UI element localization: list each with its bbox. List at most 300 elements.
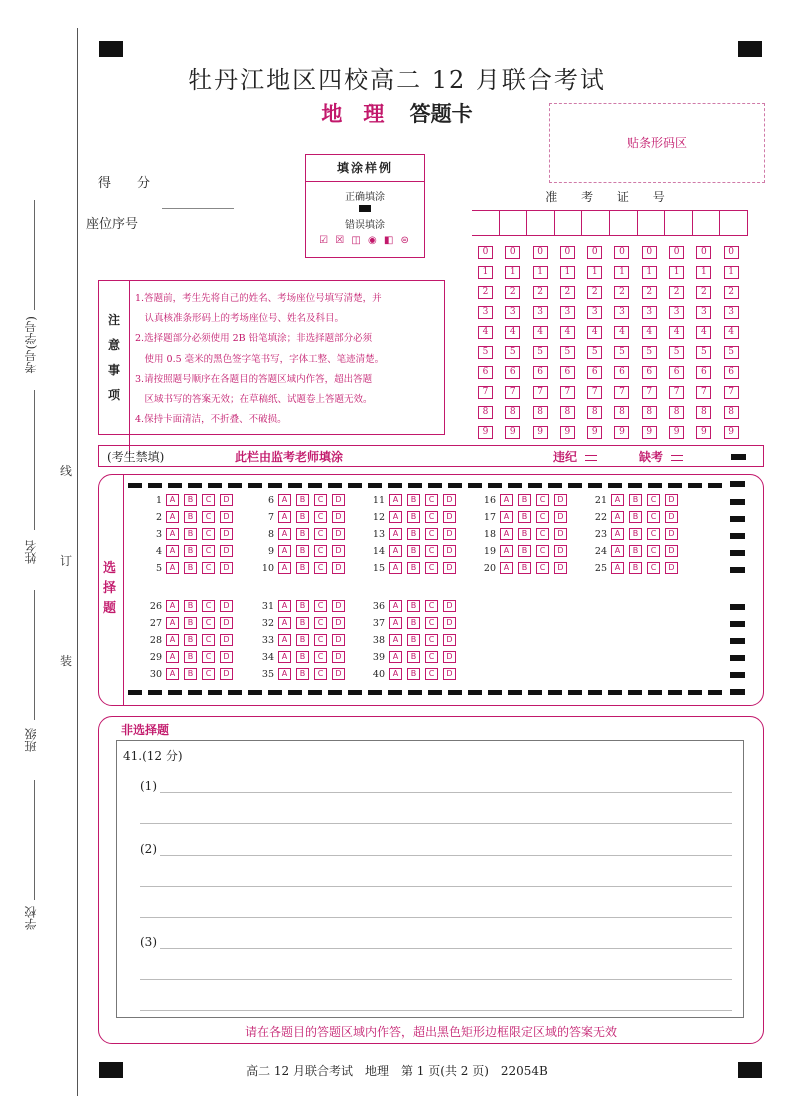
- digit-bubble[interactable]: 5: [478, 346, 493, 359]
- option-bubble-d[interactable]: D: [332, 600, 345, 612]
- option-bubble-b[interactable]: B: [296, 494, 309, 506]
- option-bubble-c[interactable]: C: [647, 562, 660, 574]
- digit-bubble[interactable]: 2: [669, 286, 684, 299]
- option-bubble-a[interactable]: A: [278, 545, 291, 557]
- digit-bubble[interactable]: 7: [669, 386, 684, 399]
- option-bubble-a[interactable]: A: [611, 528, 624, 540]
- option-bubble-a[interactable]: A: [611, 511, 624, 523]
- option-bubble-b[interactable]: B: [296, 528, 309, 540]
- option-bubble-a[interactable]: A: [278, 511, 291, 523]
- option-bubble-b[interactable]: B: [296, 545, 309, 557]
- digit-bubble[interactable]: 1: [614, 266, 629, 279]
- digit-bubble[interactable]: 7: [560, 386, 575, 399]
- option-bubble-a[interactable]: A: [389, 651, 402, 663]
- option-bubble-c[interactable]: C: [202, 528, 215, 540]
- digit-bubble[interactable]: 8: [614, 406, 629, 419]
- admission-cell[interactable]: [720, 211, 748, 235]
- option-bubble-a[interactable]: A: [611, 545, 624, 557]
- digit-bubble[interactable]: 2: [614, 286, 629, 299]
- option-bubble-c[interactable]: C: [202, 617, 215, 629]
- digit-bubble[interactable]: 3: [724, 306, 739, 319]
- option-bubble-d[interactable]: D: [332, 651, 345, 663]
- digit-bubble[interactable]: 9: [505, 426, 520, 439]
- digit-bubble[interactable]: 3: [614, 306, 629, 319]
- digit-bubble[interactable]: 3: [696, 306, 711, 319]
- digit-bubble[interactable]: 9: [587, 426, 602, 439]
- option-bubble-a[interactable]: A: [389, 668, 402, 680]
- option-bubble-d[interactable]: D: [220, 668, 233, 680]
- digit-bubble[interactable]: 3: [533, 306, 548, 319]
- option-bubble-c[interactable]: C: [202, 668, 215, 680]
- option-bubble-c[interactable]: C: [314, 494, 327, 506]
- option-bubble-a[interactable]: A: [611, 562, 624, 574]
- question-40: [363, 668, 461, 680]
- option-bubble-a[interactable]: A: [278, 651, 291, 663]
- digit-bubble[interactable]: 8: [696, 406, 711, 419]
- option-bubble-b[interactable]: B: [407, 562, 420, 574]
- option-bubble-d[interactable]: D: [332, 545, 345, 557]
- question-number: 35: [261, 668, 274, 680]
- option-bubble-d[interactable]: D: [443, 617, 456, 629]
- option-bubble-b[interactable]: B: [629, 545, 642, 557]
- digit-bubble[interactable]: 3: [642, 306, 657, 319]
- option-bubble-d[interactable]: D: [332, 494, 345, 506]
- digit-bubble[interactable]: 1: [560, 266, 575, 279]
- option-bubble-c[interactable]: C: [314, 545, 327, 557]
- option-bubble-c[interactable]: C: [536, 494, 549, 506]
- digit-bubble[interactable]: 5: [560, 346, 575, 359]
- option-bubble-c[interactable]: C: [314, 511, 327, 523]
- option-bubble-b[interactable]: B: [518, 511, 531, 523]
- option-bubble-d[interactable]: D: [443, 528, 456, 540]
- option-bubble-d[interactable]: D: [220, 617, 233, 629]
- digit-bubble[interactable]: 5: [642, 346, 657, 359]
- option-bubble-b[interactable]: B: [296, 617, 309, 629]
- answer-line[interactable]: [140, 886, 732, 887]
- option-bubble-a[interactable]: A: [278, 494, 291, 506]
- option-bubble-c[interactable]: C: [425, 528, 438, 540]
- option-bubble-b[interactable]: B: [407, 634, 420, 646]
- option-bubble-b[interactable]: B: [296, 511, 309, 523]
- option-bubble-c[interactable]: C: [314, 668, 327, 680]
- option-bubble-b[interactable]: B: [629, 494, 642, 506]
- option-bubble-b[interactable]: B: [407, 511, 420, 523]
- question-number: 32: [261, 617, 274, 629]
- answer-line[interactable]: [160, 948, 732, 949]
- digit-bubble[interactable]: 7: [505, 386, 520, 399]
- option-bubble-b[interactable]: B: [296, 634, 309, 646]
- digit-bubble[interactable]: 0: [669, 246, 684, 259]
- option-bubble-c[interactable]: C: [647, 511, 660, 523]
- subject-name: 地 理: [321, 102, 385, 126]
- option-bubble-c[interactable]: C: [647, 494, 660, 506]
- option-bubble-b[interactable]: B: [518, 528, 531, 540]
- option-bubble-b[interactable]: B: [184, 562, 197, 574]
- option-bubble-b[interactable]: B: [184, 617, 197, 629]
- option-bubble-a[interactable]: A: [611, 494, 624, 506]
- option-bubble-d[interactable]: D: [443, 651, 456, 663]
- digit-bubble[interactable]: 0: [642, 246, 657, 259]
- digit-bubble[interactable]: 9: [614, 426, 629, 439]
- digit-bubble[interactable]: 5: [505, 346, 520, 359]
- digit-bubble[interactable]: 6: [642, 366, 657, 379]
- option-bubble-d[interactable]: D: [443, 545, 456, 557]
- digit-bubble[interactable]: 0: [505, 246, 520, 259]
- option-bubble-a[interactable]: A: [500, 562, 513, 574]
- digit-bubble[interactable]: 2: [724, 286, 739, 299]
- question-number: 39: [372, 651, 385, 663]
- digit-bubble[interactable]: 2: [560, 286, 575, 299]
- option-bubble-d[interactable]: D: [443, 562, 456, 574]
- digit-bubble[interactable]: 5: [669, 346, 684, 359]
- digit-bubble[interactable]: 1: [669, 266, 684, 279]
- digit-bubble[interactable]: 1: [642, 266, 657, 279]
- digit-bubble[interactable]: 7: [478, 386, 493, 399]
- option-bubble-d[interactable]: D: [665, 528, 678, 540]
- digit-bubble[interactable]: 4: [587, 326, 602, 339]
- digit-bubble[interactable]: 9: [533, 426, 548, 439]
- question-3: [140, 528, 238, 540]
- digit-bubble[interactable]: 8: [724, 406, 739, 419]
- digit-bubble[interactable]: 7: [587, 386, 602, 399]
- digit-bubble[interactable]: 4: [669, 326, 684, 339]
- digit-bubble[interactable]: 6: [614, 366, 629, 379]
- option-bubble-c[interactable]: C: [536, 562, 549, 574]
- option-bubble-d[interactable]: D: [443, 634, 456, 646]
- option-bubble-b[interactable]: B: [184, 668, 197, 680]
- option-bubble-c[interactable]: C: [314, 651, 327, 663]
- option-bubble-c[interactable]: C: [314, 634, 327, 646]
- option-bubble-d[interactable]: D: [220, 545, 233, 557]
- option-bubble-c[interactable]: C: [202, 562, 215, 574]
- digit-bubble[interactable]: 8: [478, 406, 493, 419]
- option-bubble-a[interactable]: A: [166, 511, 179, 523]
- option-bubble-d[interactable]: D: [332, 668, 345, 680]
- option-bubble-d[interactable]: D: [220, 528, 233, 540]
- option-bubble-d[interactable]: D: [220, 651, 233, 663]
- question-number: 11: [372, 494, 385, 506]
- option-bubble-a[interactable]: A: [166, 668, 179, 680]
- digit-bubble[interactable]: 6: [669, 366, 684, 379]
- digit-bubble[interactable]: 0: [533, 246, 548, 259]
- option-bubble-c[interactable]: C: [202, 545, 215, 557]
- digit-bubble[interactable]: 4: [478, 326, 493, 339]
- digit-bubble[interactable]: 1: [724, 266, 739, 279]
- digit-bubble[interactable]: 6: [505, 366, 520, 379]
- digit-bubble[interactable]: 4: [696, 326, 711, 339]
- digit-bubble[interactable]: 4: [560, 326, 575, 339]
- digit-bubble[interactable]: 9: [478, 426, 493, 439]
- digit-bubble[interactable]: 1: [505, 266, 520, 279]
- answer-line[interactable]: [140, 823, 732, 824]
- option-bubble-d[interactable]: D: [220, 634, 233, 646]
- option-bubble-b[interactable]: B: [407, 494, 420, 506]
- answer-line[interactable]: [140, 917, 732, 918]
- option-bubble-a[interactable]: A: [500, 511, 513, 523]
- digit-bubble[interactable]: 2: [642, 286, 657, 299]
- digit-bubble[interactable]: 6: [724, 366, 739, 379]
- option-bubble-c[interactable]: C: [425, 651, 438, 663]
- admission-cell[interactable]: [555, 211, 583, 235]
- option-bubble-a[interactable]: A: [166, 494, 179, 506]
- digit-bubble[interactable]: 0: [478, 246, 493, 259]
- digit-bubble[interactable]: 1: [478, 266, 493, 279]
- digit-bubble[interactable]: 3: [560, 306, 575, 319]
- admission-cell[interactable]: [638, 211, 666, 235]
- option-bubble-d[interactable]: D: [443, 600, 456, 612]
- digit-bubble[interactable]: 5: [696, 346, 711, 359]
- digit-bubble[interactable]: 5: [614, 346, 629, 359]
- question-number: 14: [372, 545, 385, 557]
- option-bubble-d[interactable]: D: [554, 562, 567, 574]
- digit-bubble[interactable]: 8: [505, 406, 520, 419]
- option-bubble-d[interactable]: D: [665, 511, 678, 523]
- admission-cell[interactable]: [582, 211, 610, 235]
- digit-bubble[interactable]: 9: [669, 426, 684, 439]
- option-bubble-b[interactable]: B: [407, 668, 420, 680]
- option-bubble-c[interactable]: C: [536, 511, 549, 523]
- digit-bubble[interactable]: 6: [587, 366, 602, 379]
- side-underline: [34, 390, 35, 530]
- option-bubble-b[interactable]: B: [184, 511, 197, 523]
- admission-cell[interactable]: [665, 211, 693, 235]
- digit-bubble[interactable]: 6: [533, 366, 548, 379]
- option-bubble-c[interactable]: C: [647, 545, 660, 557]
- option-bubble-b[interactable]: B: [184, 634, 197, 646]
- option-bubble-c[interactable]: C: [425, 668, 438, 680]
- answer-line[interactable]: [160, 792, 732, 793]
- option-bubble-a[interactable]: A: [278, 600, 291, 612]
- option-bubble-c[interactable]: C: [202, 651, 215, 663]
- digit-bubble[interactable]: 0: [696, 246, 711, 259]
- digit-bubble[interactable]: 7: [724, 386, 739, 399]
- digit-bubble[interactable]: 3: [478, 306, 493, 319]
- digit-bubble[interactable]: 8: [560, 406, 575, 419]
- violation-bubble[interactable]: [585, 455, 597, 461]
- absent-bubble[interactable]: [671, 455, 683, 461]
- admission-cell[interactable]: [693, 211, 721, 235]
- option-bubble-a[interactable]: A: [278, 668, 291, 680]
- digit-bubble[interactable]: 9: [696, 426, 711, 439]
- option-bubble-d[interactable]: D: [332, 617, 345, 629]
- mc-label-char: 题: [103, 601, 117, 616]
- option-bubble-a[interactable]: A: [500, 494, 513, 506]
- option-bubble-b[interactable]: B: [184, 494, 197, 506]
- timing-mark: [730, 655, 745, 661]
- answer-line[interactable]: [160, 855, 732, 856]
- option-bubble-d[interactable]: D: [554, 494, 567, 506]
- option-bubble-a[interactable]: A: [166, 528, 179, 540]
- option-bubble-a[interactable]: A: [389, 617, 402, 629]
- digit-bubble[interactable]: 9: [560, 426, 575, 439]
- option-bubble-d[interactable]: D: [665, 545, 678, 557]
- question-22: [585, 511, 683, 523]
- digit-bubble[interactable]: 6: [696, 366, 711, 379]
- option-bubble-d[interactable]: D: [220, 494, 233, 506]
- option-bubble-a[interactable]: A: [278, 528, 291, 540]
- digit-bubble[interactable]: 5: [724, 346, 739, 359]
- option-bubble-d[interactable]: D: [220, 600, 233, 612]
- option-bubble-c[interactable]: C: [202, 600, 215, 612]
- digit-bubble[interactable]: 0: [587, 246, 602, 259]
- digit-bubble[interactable]: 5: [587, 346, 602, 359]
- option-bubble-c[interactable]: C: [536, 545, 549, 557]
- option-bubble-c[interactable]: C: [314, 600, 327, 612]
- option-bubble-a[interactable]: A: [166, 545, 179, 557]
- option-bubble-c[interactable]: C: [425, 494, 438, 506]
- option-bubble-c[interactable]: C: [425, 634, 438, 646]
- digit-bubble[interactable]: 2: [505, 286, 520, 299]
- option-bubble-a[interactable]: A: [500, 528, 513, 540]
- option-bubble-b[interactable]: B: [629, 511, 642, 523]
- option-bubble-d[interactable]: D: [554, 511, 567, 523]
- digit-bubble[interactable]: 7: [614, 386, 629, 399]
- digit-bubble[interactable]: 4: [614, 326, 629, 339]
- option-bubble-a[interactable]: A: [166, 634, 179, 646]
- digit-bubble[interactable]: 3: [505, 306, 520, 319]
- digit-bubble[interactable]: 7: [696, 386, 711, 399]
- option-bubble-a[interactable]: A: [389, 528, 402, 540]
- option-bubble-a[interactable]: A: [166, 562, 179, 574]
- option-bubble-d[interactable]: D: [332, 511, 345, 523]
- option-bubble-b[interactable]: B: [184, 600, 197, 612]
- digit-bubble[interactable]: 3: [669, 306, 684, 319]
- option-bubble-c[interactable]: C: [314, 617, 327, 629]
- option-bubble-c[interactable]: C: [536, 528, 549, 540]
- answer-line[interactable]: [140, 1010, 732, 1011]
- option-bubble-b[interactable]: B: [629, 562, 642, 574]
- digit-bubble[interactable]: 4: [505, 326, 520, 339]
- digit-bubble[interactable]: 8: [533, 406, 548, 419]
- option-bubble-b[interactable]: B: [407, 528, 420, 540]
- option-bubble-c[interactable]: C: [425, 545, 438, 557]
- option-bubble-b[interactable]: B: [407, 651, 420, 663]
- option-bubble-d[interactable]: D: [554, 545, 567, 557]
- option-bubble-a[interactable]: A: [389, 545, 402, 557]
- notice-line: 4.保持卡面清洁，不折叠、不破损。: [135, 414, 287, 426]
- option-bubble-a[interactable]: A: [389, 511, 402, 523]
- digit-bubble[interactable]: 3: [587, 306, 602, 319]
- admission-cell[interactable]: [527, 211, 555, 235]
- digit-bubble[interactable]: 1: [533, 266, 548, 279]
- part-2-label: (2): [140, 842, 157, 856]
- option-bubble-d[interactable]: D: [443, 494, 456, 506]
- option-bubble-a[interactable]: A: [389, 600, 402, 612]
- digit-bubble[interactable]: 0: [614, 246, 629, 259]
- timing-mark: [730, 604, 745, 610]
- option-bubble-b[interactable]: B: [184, 651, 197, 663]
- option-bubble-b[interactable]: B: [296, 562, 309, 574]
- option-bubble-c[interactable]: C: [425, 617, 438, 629]
- option-bubble-d[interactable]: D: [443, 511, 456, 523]
- digit-bubble[interactable]: 8: [642, 406, 657, 419]
- answer-line[interactable]: [140, 979, 732, 980]
- option-bubble-d[interactable]: D: [665, 494, 678, 506]
- option-bubble-b[interactable]: B: [407, 617, 420, 629]
- digit-bubble[interactable]: 7: [642, 386, 657, 399]
- option-bubble-b[interactable]: B: [518, 562, 531, 574]
- digit-row: [478, 306, 751, 326]
- digit-bubble[interactable]: 4: [533, 326, 548, 339]
- option-bubble-b[interactable]: B: [518, 545, 531, 557]
- digit-bubble[interactable]: 4: [642, 326, 657, 339]
- option-bubble-a[interactable]: A: [278, 634, 291, 646]
- digit-bubble[interactable]: 0: [724, 246, 739, 259]
- option-bubble-c[interactable]: C: [202, 494, 215, 506]
- timing-mark: [730, 550, 745, 556]
- option-bubble-a[interactable]: A: [166, 617, 179, 629]
- option-bubble-a[interactable]: A: [500, 545, 513, 557]
- digit-bubble[interactable]: 2: [696, 286, 711, 299]
- digit-bubble[interactable]: 1: [587, 266, 602, 279]
- option-bubble-d[interactable]: D: [554, 528, 567, 540]
- digit-bubble[interactable]: 2: [587, 286, 602, 299]
- option-bubble-b[interactable]: B: [629, 528, 642, 540]
- option-bubble-a[interactable]: A: [166, 651, 179, 663]
- admission-cell[interactable]: [500, 211, 528, 235]
- option-bubble-d[interactable]: D: [220, 562, 233, 574]
- digit-bubble[interactable]: 8: [669, 406, 684, 419]
- digit-bubble[interactable]: 1: [696, 266, 711, 279]
- option-bubble-c[interactable]: C: [314, 528, 327, 540]
- timing-mark: [730, 689, 745, 695]
- option-bubble-c[interactable]: C: [425, 562, 438, 574]
- digit-bubble[interactable]: 4: [724, 326, 739, 339]
- digit-bubble[interactable]: 6: [560, 366, 575, 379]
- digit-bubble[interactable]: 8: [587, 406, 602, 419]
- option-bubble-d[interactable]: D: [332, 562, 345, 574]
- digit-bubble[interactable]: 6: [478, 366, 493, 379]
- option-bubble-c[interactable]: C: [202, 634, 215, 646]
- admission-cell[interactable]: [610, 211, 638, 235]
- digit-bubble[interactable]: 5: [533, 346, 548, 359]
- option-bubble-d[interactable]: D: [332, 634, 345, 646]
- option-bubble-c[interactable]: C: [314, 562, 327, 574]
- option-bubble-a[interactable]: A: [278, 562, 291, 574]
- option-bubble-a[interactable]: A: [389, 634, 402, 646]
- option-bubble-b[interactable]: B: [184, 528, 197, 540]
- option-bubble-a[interactable]: A: [389, 562, 402, 574]
- option-bubble-b[interactable]: B: [518, 494, 531, 506]
- digit-bubble[interactable]: 7: [533, 386, 548, 399]
- option-bubble-c[interactable]: C: [202, 511, 215, 523]
- option-bubble-b[interactable]: B: [296, 600, 309, 612]
- option-bubble-c[interactable]: C: [647, 528, 660, 540]
- option-bubble-d[interactable]: D: [443, 668, 456, 680]
- option-bubble-d[interactable]: D: [332, 528, 345, 540]
- option-bubble-a[interactable]: A: [166, 600, 179, 612]
- digit-bubble[interactable]: 0: [560, 246, 575, 259]
- option-bubble-b[interactable]: B: [296, 651, 309, 663]
- option-bubble-b[interactable]: B: [407, 545, 420, 557]
- question-number: 38: [372, 634, 385, 646]
- question-36: [363, 600, 461, 612]
- option-bubble-d[interactable]: D: [220, 511, 233, 523]
- digit-bubble[interactable]: 9: [724, 426, 739, 439]
- option-bubble-a[interactable]: A: [278, 617, 291, 629]
- option-bubble-d[interactable]: D: [665, 562, 678, 574]
- admission-cell[interactable]: [472, 211, 500, 235]
- digit-bubble[interactable]: 2: [533, 286, 548, 299]
- option-bubble-a[interactable]: A: [389, 494, 402, 506]
- digit-bubble[interactable]: 9: [642, 426, 657, 439]
- option-bubble-c[interactable]: C: [425, 600, 438, 612]
- option-bubble-b[interactable]: B: [184, 545, 197, 557]
- option-bubble-b[interactable]: B: [407, 600, 420, 612]
- option-bubble-c[interactable]: C: [425, 511, 438, 523]
- digit-bubble[interactable]: 2: [478, 286, 493, 299]
- option-bubble-b[interactable]: B: [296, 668, 309, 680]
